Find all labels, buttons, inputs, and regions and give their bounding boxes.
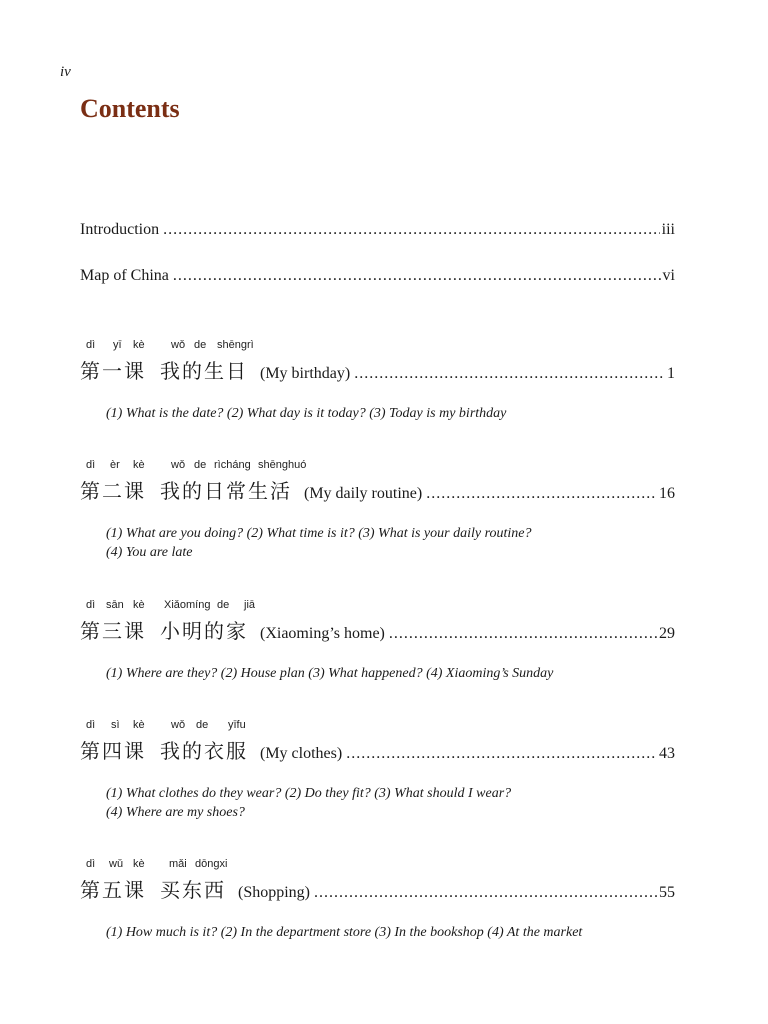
lesson-number-cn: 第一课 [80,359,146,383]
lesson-page: 43 [659,745,675,762]
toc-entry-label: Map of China [80,267,169,284]
lesson-title-cn: 小明的家 [160,619,248,643]
pinyin-syllable: dì [86,599,96,611]
pinyin-syllable: mǎi [169,858,187,870]
pinyin-syllable: èr [110,459,120,471]
toc-entry-map-of-china[interactable] [80,267,675,285]
lesson-topics [106,524,675,562]
pinyin-syllable: jiā [244,599,256,611]
lesson-entry-5[interactable] [80,858,675,942]
lesson-title-en: (My clothes) [260,745,343,762]
lesson-page: 1 [667,365,675,382]
lesson-entry-2[interactable] [80,459,675,562]
toc-entry-page: vi [662,267,675,284]
toc-entry-introduction[interactable] [80,221,675,239]
lesson-title-cn: 我的日常生活 [160,479,292,503]
pinyin-syllable: kè [133,599,145,611]
lesson-title-cn: 我的生日 [160,359,248,383]
lesson-topics [106,923,675,942]
page-number: iv [60,64,71,80]
lesson-entry-4[interactable] [80,719,675,822]
lesson-title-cn: 买东西 [160,878,226,902]
lesson-title-en: (My daily routine) [304,485,423,502]
lesson-topics [106,784,675,822]
pinyin-line [80,339,675,355]
topic-line: (1) What are you doing? (2) What time is it? (3) What is your daily routine? [106,526,532,541]
pinyin-syllable: wǒ [171,459,186,471]
dot-leader [163,221,660,239]
pinyin-syllable: Xiǎomíng [164,599,211,611]
lesson-topics [106,664,675,683]
lesson-title-en: (My birthday) [260,365,351,382]
pinyin-syllable: dì [86,339,96,351]
pinyin-syllable: wǔ [109,858,124,870]
lesson-topics [106,404,675,423]
dot-leader [389,625,657,643]
topic-line: (1) What is the date? (2) What day is it today? (3) Today is my birthday [106,406,507,421]
dot-leader [173,267,661,285]
pinyin-syllable: kè [133,339,145,351]
dot-leader [354,365,665,383]
pinyin-syllable: de [196,719,209,731]
pinyin-line [80,719,675,735]
lesson-page: 29 [659,625,675,642]
dot-leader [314,884,657,902]
topic-line: (4) You are late [106,545,193,560]
topic-line: (1) What clothes do they wear? (2) Do they fit? (3) What should I wear? [106,786,512,801]
lesson-entry-3[interactable] [80,599,675,683]
pinyin-line [80,599,675,615]
pinyin-syllable: shēnghuó [258,459,307,471]
lesson-title-en: (Xiaoming’s home) [260,625,385,642]
pinyin-syllable: de [194,339,207,351]
topic-line: (1) How much is it? (2) In the department store (3) In the bookshop (4) At the market [106,925,583,940]
topic-line: (1) Where are they? (2) House plan (3) What happened? (4) Xiaoming’s Sunday [106,666,554,681]
pinyin-syllable: wǒ [171,339,186,351]
pinyin-syllable: dì [86,459,96,471]
dot-leader [346,745,657,763]
topic-line: (4) Where are my shoes? [106,805,245,820]
pinyin-syllable: de [194,459,207,471]
lesson-number-cn: 第四课 [80,739,146,763]
pinyin-syllable: kè [133,459,145,471]
lesson-page: 55 [659,884,675,901]
pinyin-syllable: kè [133,719,145,731]
lesson-number-cn: 第三课 [80,619,146,643]
lesson-number-cn: 第五课 [80,878,146,902]
lesson-title-cn: 我的衣服 [160,739,248,763]
pinyin-syllable: rìcháng [214,459,251,471]
pinyin-syllable: dì [86,858,96,870]
toc-entry-page: iii [661,221,675,238]
lesson-title-en: (Shopping) [238,884,310,901]
pinyin-line [80,459,675,475]
pinyin-line [80,858,675,874]
dot-leader [426,485,657,503]
pinyin-syllable: sān [106,599,124,611]
lesson-page: 16 [659,485,675,502]
pinyin-syllable: kè [133,858,145,870]
toc-entry-label: Introduction [80,221,160,238]
pinyin-syllable: shēngrì [217,339,254,351]
pinyin-syllable: wǒ [171,719,186,731]
pinyin-syllable: dì [86,719,96,731]
lesson-entry-1[interactable] [80,339,675,423]
pinyin-syllable: yī [113,339,122,351]
page-title: Contents [80,94,180,123]
lesson-number-cn: 第二课 [80,479,146,503]
pinyin-syllable: sì [111,719,120,731]
pinyin-syllable: de [217,599,230,611]
pinyin-syllable: yīfu [228,719,246,731]
pinyin-syllable: dōngxi [195,858,228,870]
